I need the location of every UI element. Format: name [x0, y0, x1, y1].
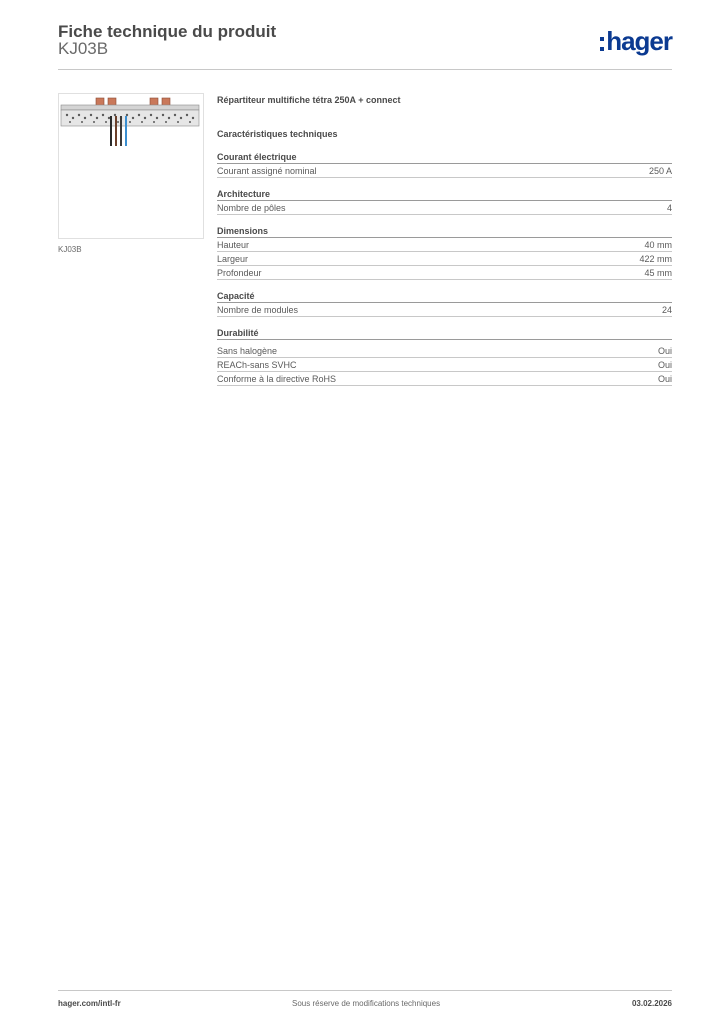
- spec-label: Hauteur: [217, 240, 250, 250]
- spec-group-title: Dimensions: [217, 224, 672, 238]
- spec-label: Profondeur: [217, 268, 262, 278]
- spec-value: 250 A: [648, 166, 672, 176]
- spec-label: Conforme à la directive RoHS: [217, 374, 337, 384]
- spec-group-title: Durabilité: [217, 326, 672, 340]
- footer-disclaimer: Sous réserve de modifications techniques: [292, 999, 441, 1008]
- spec-value: 45 mm: [644, 268, 672, 278]
- logo-colon-mark: [600, 37, 604, 51]
- page-footer: [58, 990, 672, 1008]
- spec-row: [217, 344, 672, 358]
- spec-value: 4: [666, 203, 672, 213]
- spec-value: 40 mm: [644, 240, 672, 250]
- spec-group-durability: [217, 326, 672, 386]
- spec-row: [217, 201, 672, 215]
- logo-text: hager: [606, 26, 672, 56]
- specifications-panel: [217, 93, 672, 386]
- spec-row: [217, 358, 672, 372]
- spec-group-title: Architecture: [217, 187, 672, 201]
- spec-label: Largeur: [217, 254, 249, 264]
- spec-group-architecture: [217, 187, 672, 215]
- spec-group-capacity: [217, 289, 672, 317]
- footer-website-link[interactable]: hager.com/intl-fr: [58, 999, 121, 1008]
- spec-group-dimensions: [217, 224, 672, 280]
- spec-row: [217, 238, 672, 252]
- hager-logo: [600, 28, 672, 54]
- spec-row: [217, 252, 672, 266]
- page-header: [58, 22, 672, 70]
- spec-value: 24: [661, 305, 672, 315]
- section-heading: Caractéristiques techniques: [217, 129, 338, 139]
- spec-label: Courant assigné nominal: [217, 166, 317, 176]
- footer-date: 03.02.2026: [631, 999, 672, 1008]
- spec-label: Sans halogène: [217, 346, 278, 356]
- image-caption: KJ03B: [58, 245, 82, 254]
- spec-value: 422 mm: [639, 254, 672, 264]
- spec-group-title: Courant électrique: [217, 150, 672, 164]
- product-image: [58, 93, 204, 239]
- spec-label: Nombre de pôles: [217, 203, 286, 213]
- spec-row: [217, 266, 672, 280]
- spec-label: REACh-sans SVHC: [217, 360, 297, 370]
- spec-value: Oui: [657, 360, 672, 370]
- product-name: Répartiteur multifiche tétra 250A + connect: [217, 95, 401, 105]
- spec-value: Oui: [657, 374, 672, 384]
- busbar-distributor-illustration: [59, 94, 203, 238]
- spec-row: [217, 372, 672, 386]
- spec-row: [217, 164, 672, 178]
- spec-label: Nombre de modules: [217, 305, 299, 315]
- spec-group-title: Capacité: [217, 289, 672, 303]
- spec-group-electrical: [217, 150, 672, 178]
- document-title: Fiche technique du produit: [58, 22, 277, 41]
- spec-value: Oui: [657, 346, 672, 356]
- spec-row: [217, 303, 672, 317]
- product-reference: KJ03B: [58, 39, 109, 58]
